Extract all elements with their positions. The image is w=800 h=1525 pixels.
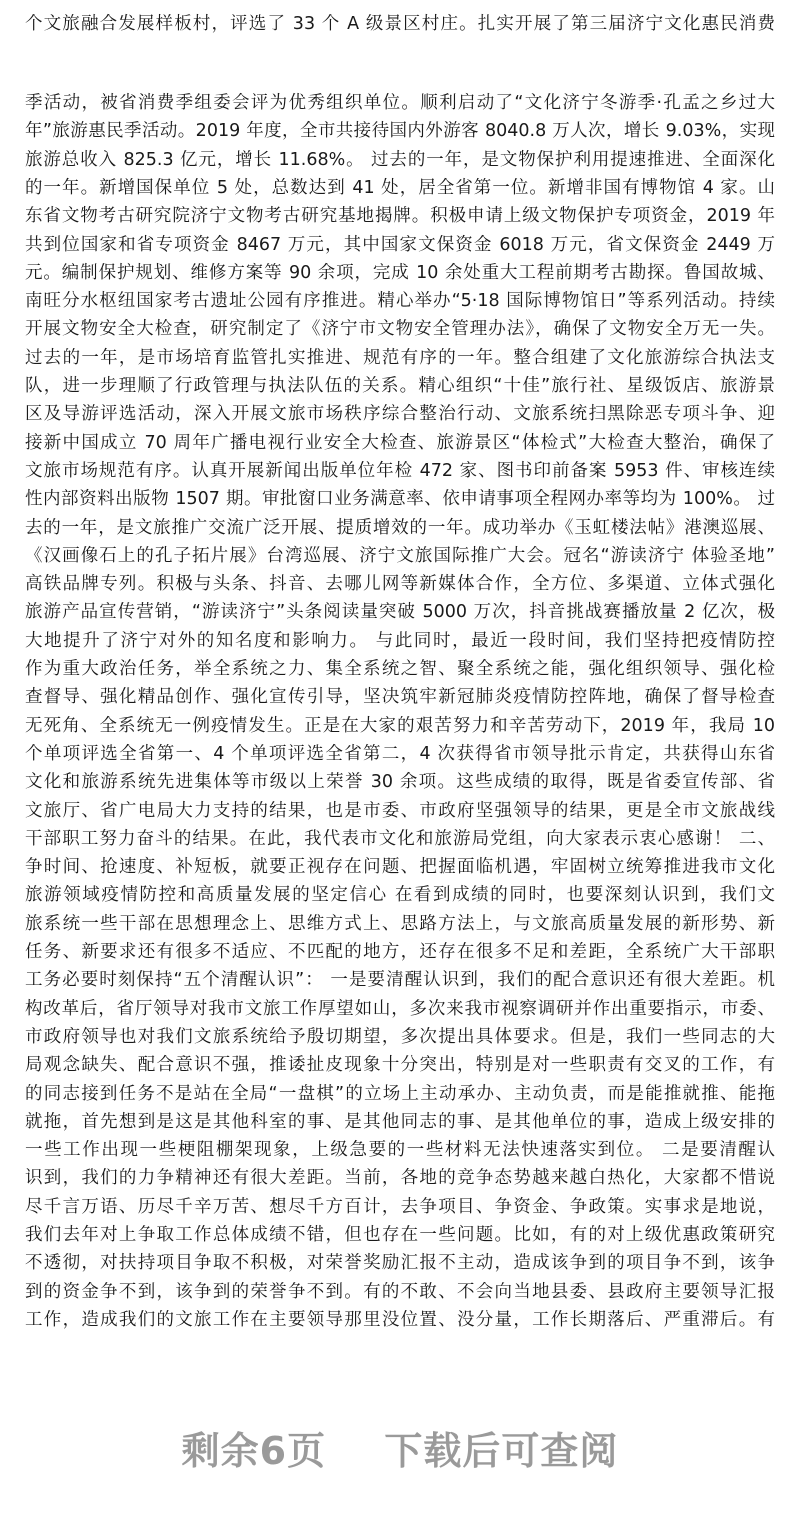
text-line: 文旅市场规范有序。认真开展新闻出版单位年检 472 家、图书印前备案 5953 件、审核连续 <box>25 460 775 481</box>
text-line: 不透彻，对扶持项目争取不积极，对荣誉奖励汇报不主动，造成该争到的项目争不到，该争 <box>25 1253 775 1274</box>
cropped-previous-line <box>25 0 775 6</box>
text-line: 去的一年，是文旅推广交流广泛开展、提质增效的一年。成功举办《玉虹楼法帖》港澳巡展、 <box>25 517 775 538</box>
text-line: 接新中国成立 70 周年广播电视行业安全大检查、旅游景区“体检式”大检查大整治，确保了 <box>25 432 775 453</box>
text-line: 无死角、全系统无一例疫情发生。正是在大家的艰苦努力和辛苦劳动下，2019 年，我局 10 <box>25 715 775 736</box>
text-line: 任务、新要求还有很多不适应、不匹配的地方，还存在很多不足和差距，全系统广大干部职 <box>25 942 775 962</box>
text-line: 争时间、抢速度、补短板，就要正视存在问题、把握面临机遇，牢固树立统筹推进我市文化 <box>25 857 775 878</box>
text-line: 工务必要时刻保持“五个清醒认识”： 一是要清醒认识到，我们的配合意识还有很大差距。机 <box>25 970 775 991</box>
text-line: 开展文物安全大检查，研究制定了《济宁市文物安全管理办法》，确保了文物安全万无一失。 <box>25 319 775 340</box>
remaining-pages-label: 剩余6页 <box>181 1429 327 1473</box>
text-line: 个文旅融合发展样板村，评选了 33 个 A 级景区村庄。扎实开展了第三届济宁文化惠民消费 <box>25 14 775 34</box>
text-line: 旅游总收入 825.3 亿元，增长 11.68%。 过去的一年，是文物保护利用提速推进、全面深化 <box>25 149 775 170</box>
text-line: 《汉画像石上的孔子拓片展》台湾巡展、济宁文旅国际推广大会。冠名“游读济宁 体验圣地” <box>25 545 775 566</box>
text-line: 旅游产品宣传营销，“游读济宁”头条阅读量突破 5000 万次，抖音挑战赛播放量 2 亿次，极 <box>25 602 775 623</box>
text-line: 文旅厅、省广电局大力支持的结果，也是市委、市政府坚强领导的结果，更是全市文旅战线 <box>25 800 775 821</box>
text-line: 季活动，被省消费季组委会评为优秀组织单位。顺利启动了“文化济宁冬游季·孔孟之乡过大 <box>25 93 775 113</box>
text-line: 局观念缺失、配合意识不强，推诿扯皮现象十分突出，特别是对一些职责有交叉的工作，有 <box>25 1055 775 1076</box>
text-line: 大地提升了济宁对外的知名度和影响力。 与此同时，最近一段时间，我们坚持把疫情防控 <box>25 630 775 651</box>
text-line: 的同志接到任务不是站在全局“一盘棋”的立场上主动承办、主动负责，而是能推就推、能拖 <box>25 1083 775 1104</box>
text-line: 队，进一步理顺了行政管理与执法队伍的关系。精心组织“十佳”旅行社、星级饭店、旅游景 <box>25 376 775 396</box>
text-line: 南旺分水枢纽国家考古遗址公园有序推进。精心举办“5·18 国际博物馆日”等系列活动。持续 <box>25 291 775 312</box>
text-line: 高铁品牌专列。积极与头条、抖音、去哪儿网等新媒体合作，全方位、多渠道、立体式强化 <box>25 574 775 595</box>
text-line: 东省文物考古研究院济宁文物考古研究基地揭牌。积极申请上级文物保护专项资金，2019 年 <box>25 206 775 227</box>
text-line: 旅游领域疫情防控和高质量发展的坚定信心 在看到成绩的同时，也要深刻认识到，我们文 <box>25 885 775 906</box>
text-line: 干部职工努力奋斗的结果。在此，我代表市文化和旅游局党组，向大家表示衷心感谢！ 二、 <box>25 828 775 849</box>
text-line: 作为重大政治任务，举全系统之力、集全系统之智、聚全系统之能，强化组织领导、强化检 <box>25 659 775 679</box>
text-line: 年”旅游惠民季活动。2019 年度，全市共接待国内外游客 8040.8 万人次，增长 9.03%，实现 <box>25 121 775 142</box>
text-line: 尽千言万语、历尽千辛万苦、想尽千方百计，去争项目、争资金、争政策。实事求是地说， <box>25 1196 775 1217</box>
text-line: 就拖，首先想到是这是其他科室的事、是其他同志的事、是其他单位的事，造成上级安排的 <box>25 1111 775 1132</box>
text-line: 的一年。新增国保单位 5 处，总数达到 41 处，居全省第一位。新增非国有博物馆 4 家。山 <box>25 177 775 198</box>
download-to-view-label[interactable]: 下载后可查阅 <box>384 1429 619 1473</box>
text-line: 个单项评选全省第一、4 个单项评选全省第二，4 次获得省市领导批示肯定，共获得山东省 <box>25 743 775 764</box>
text-line: 区及导游评选活动，深入开展文旅市场秩序综合整治行动、文旅系统扫黑除恶专项斗争、迎 <box>25 404 775 425</box>
text-line: 识到，我们的力争精神还有很大差距。当前，各地的竞争态势越来越白热化，大家都不惜说 <box>25 1168 775 1189</box>
text-line: 性内部资料出版物 1507 期。审批窗口业务满意率、依申请事项全程网办率等均为 100%。 过 <box>25 489 775 510</box>
text-line: 共到位国家和省专项资金 8467 万元，其中国家文保资金 6018 万元，省文保资金 2449 万 <box>25 234 775 255</box>
text-line: 市政府领导也对我们文旅系统给予殷切期望，多次提出具体要求。但是，我们一些同志的大 <box>25 1026 775 1047</box>
text-line: 构改革后，省厅领导对我市文旅工作厚望如山，多次来我市视察调研并作出重要指示，市委、 <box>25 998 775 1019</box>
text-line: 过去的一年，是市场培育监管扎实推进、规范有序的一年。整合组建了文化旅游综合执法支 <box>25 347 775 368</box>
text-line: 我们去年对上争取工作总体成绩不错，但也存在一些问题。比如，有的对上级优惠政策研究 <box>25 1225 775 1245</box>
text-line: 元。编制保护规划、维修方案等 90 余项，完成 10 余处重大工程前期考古勘探。鲁国故城、 <box>25 262 775 283</box>
text-line: 工作，造成我们的文旅工作在主要领导那里没位置、没分量，工作长期落后、严重滞后。有 <box>25 1309 775 1330</box>
text-line: 到的资金争不到，该争到的荣誉争不到。有的不敢、不会向当地县委、县政府主要领导汇报 <box>25 1281 775 1302</box>
text-line: 文化和旅游系统先进集体等市级以上荣誉 30 余项。这些成绩的取得，既是省委宣传部、省 <box>25 772 775 793</box>
text-line: 旅系统一些干部在思想理念上、思维方式上、思路方法上，与文旅高质量发展的新形势、新 <box>25 913 775 934</box>
text-line: 一些工作出现一些梗阻棚架现象，上级急要的一些材料无法快速落实到位。 二是要清醒认 <box>25 1140 775 1161</box>
preview-limit-banner[interactable] <box>0 1420 800 1475</box>
text-line: 查督导、强化精品创作、强化宣传引导，坚决筑牢新冠肺炎疫情防控阵地，确保了督导检查 <box>25 687 775 708</box>
